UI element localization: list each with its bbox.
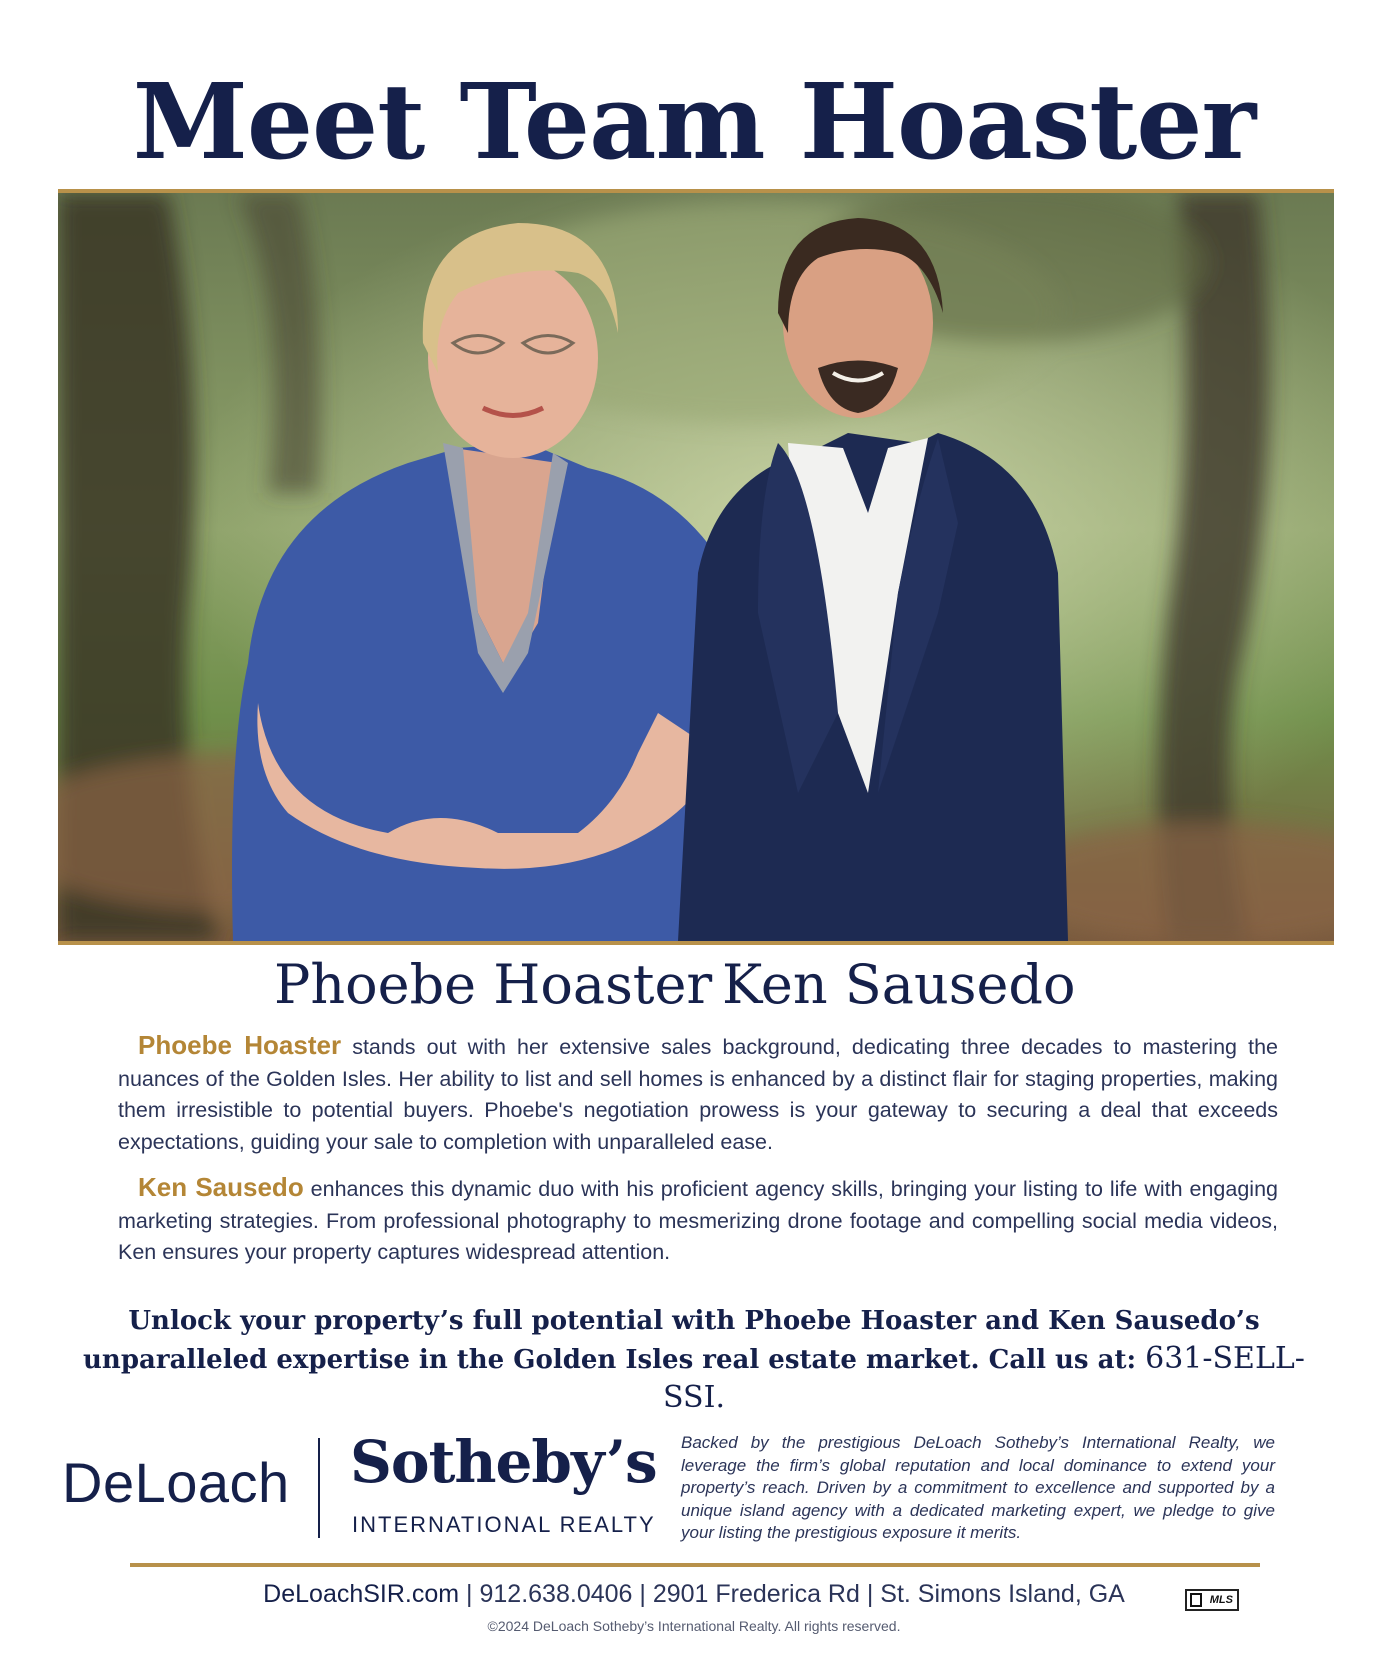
name-phoebe: Phoebe Hoaster bbox=[274, 953, 713, 1016]
bio-ken-text: enhances this dynamic duo with his proficient agency skills, bringing your listing to life with engaging marketing strategies. From professional photography to mesmerizing drone footage and compelling social media videos, Ken ensures your property captures widespread attention. bbox=[118, 1177, 1278, 1264]
international-realty-label: INTERNATIONAL REALTY bbox=[352, 1512, 656, 1537]
footer-address: 2901 Frederica Rd bbox=[652, 1580, 860, 1608]
cta-phone[interactable]: 631-SELL-SSI. bbox=[663, 1341, 1305, 1415]
bio-phoebe-text: stands out with her extensive sales background, dedicating three decades to mastering the nuances of the Golden Isles. Her ability to list and sell homes is enhanced by a distinct flair for staging properties, making them irresistible to potential buyers. Phoebe's negotiation prowess is your gateway to securing a deal that exceeds expectations, guiding your sale to completion with unparalleled ease. bbox=[118, 1035, 1278, 1154]
bio-ken bbox=[118, 1172, 1278, 1269]
logo-divider bbox=[318, 1438, 320, 1538]
team-photo bbox=[58, 189, 1334, 945]
footer-city: St. Simons Island, GA bbox=[880, 1580, 1125, 1608]
backed-by-text: Backed by the prestigious DeLoach Sotheby’s International Realty, we leverage the firm’s global reputation and local dominance to extend your property’s reach. Driven by a commitment to excellence and supported by a unique island agency with a dedicated marketing expert, we pledge to give your listing the prestigious exposure it merits. bbox=[681, 1433, 1275, 1542]
sothebys-logo: Sotheby’s bbox=[350, 1428, 657, 1496]
copyright: ©2024 DeLoach Sotheby’s International Realty. All rights reserved. bbox=[487, 1618, 901, 1634]
bio-phoebe-name: Phoebe Hoaster bbox=[138, 1030, 342, 1060]
cta-text: Unlock your property’s full potential with Phoebe Hoaster and Ken Sausedo’s unparalleled expertise in the Golden Isles real estate market. Call us at: bbox=[83, 1306, 1260, 1375]
page-title: Meet Team Hoaster bbox=[132, 60, 1256, 183]
team-photo-illustration bbox=[58, 193, 1334, 941]
footer-contact: DeLoachSIR.com | 912.638.0406 | 2901 Frederica Rd | St. Simons Island, GA bbox=[263, 1580, 1125, 1608]
mls-icon: MLS bbox=[1185, 1589, 1239, 1611]
equal-housing-icon bbox=[1190, 1593, 1202, 1607]
website-link[interactable]: DeLoachSIR.com bbox=[263, 1580, 460, 1608]
name-ken: Ken Sausedo bbox=[722, 953, 1076, 1016]
team-names bbox=[0, 945, 1388, 1025]
bio-ken-name: Ken Sausedo bbox=[138, 1172, 304, 1202]
footer-phone[interactable]: 912.638.0406 bbox=[479, 1580, 633, 1608]
gold-divider bbox=[130, 1563, 1260, 1567]
deloach-logo: DeLoach bbox=[62, 1451, 290, 1514]
bio-phoebe bbox=[118, 1030, 1278, 1158]
call-to-action bbox=[80, 1302, 1308, 1418]
